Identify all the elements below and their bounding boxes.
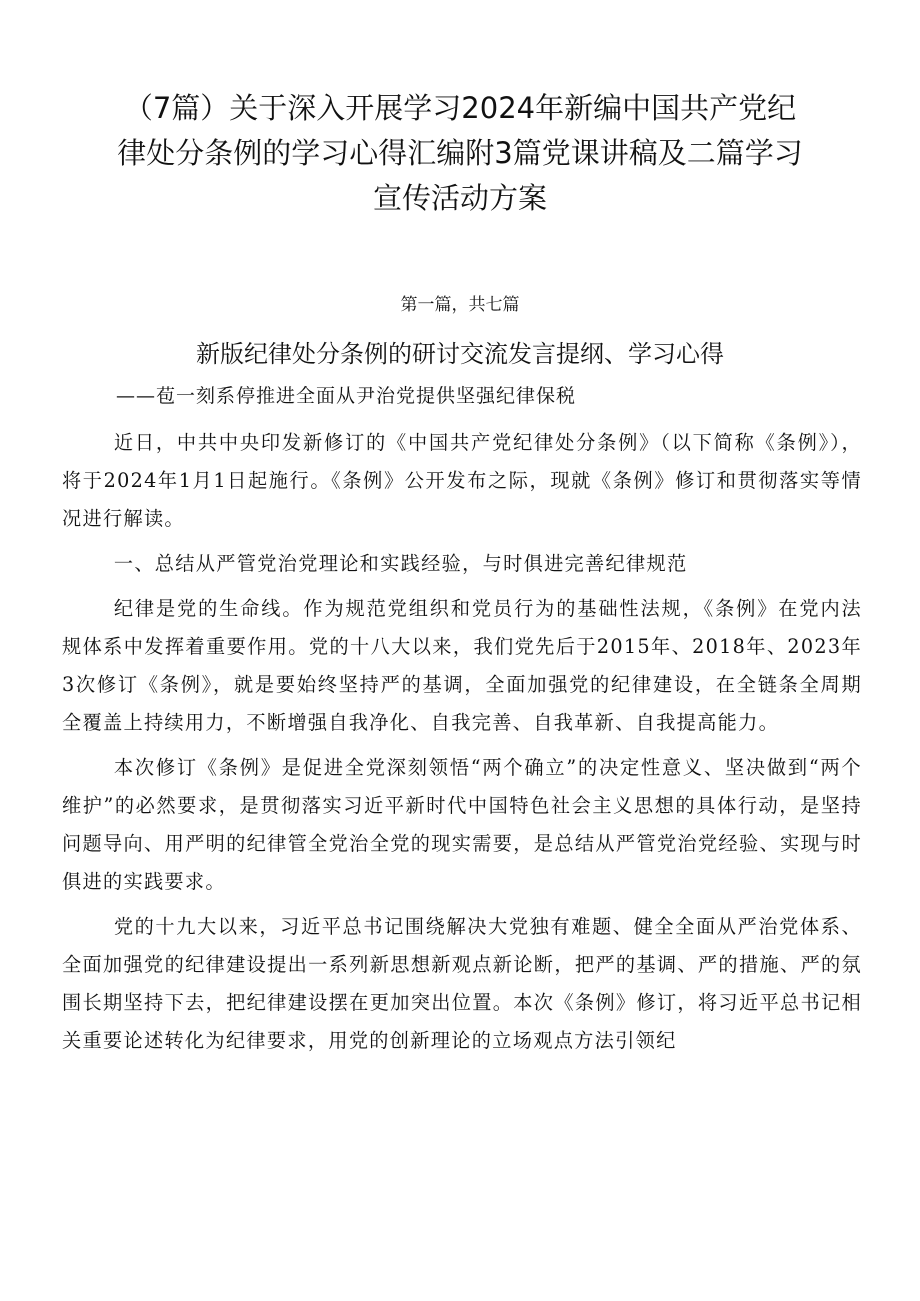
document-body [62, 424, 862, 1060]
section-heading: 一、总结从严管党治党理论和实践经验，与时俱进完善纪律规范 [113, 552, 688, 575]
body-paragraph: 本次修订《条例》是促进全党深刻领悟“两个确立”的决定性意义、坚决做到“两个维护”的必然要求，是贯彻落实习近平新时代中国特色社会主义思想的具体行动，是坚持问题导向、用严明的纪律管全党治全党的现实需要，是总结从严管党治党经验、实现与时俱进的实践要求。 [62, 756, 862, 893]
body-paragraph: 党的十九大以来，习近平总书记围绕解决大党独有难题、健全全面从严治党体系、全面加强党的纪律建设提出一系列新思想新观点新论断，把严的基调、严的措施、严的氛围长期坚持下去，把纪律建设摆在更加突出位置。本次《条例》修订，将习近平总书记相关重要论述转化为纪律要求，用党的创新理论的立场观点方法引领纪 [62, 915, 862, 1052]
document-title-line: 律处分条例的学习心得汇编附3篇党课讲稿及二篇学习 [117, 136, 803, 170]
document-title-line: 宣传活动方案 [372, 181, 547, 215]
document-title-line: （7篇）关于深入开展学习2024年新编中国共产党纪 [123, 91, 797, 125]
part-title: 新版纪律处分条例的研讨交流发言提纲、学习心得 [196, 340, 724, 368]
body-paragraph: 纪律是党的生命线。作为规范党组织和党员行为的基础性法规，《条例》在党内法规体系中发挥着重要作用。党的十八大以来，我们党先后于2015年、2018年、2023年3次修订《条例》，就是要始终坚持严的基调，全面加强党的纪律建设，在全链条全周期全覆盖上持续用力，不断增强自我净化、自我完善、自我革新、自我提高能力。 [62, 597, 862, 734]
body-paragraph: 近日，中共中央印发新修订的《中国共产党纪律处分条例》（以下简称《条例》），将于2024年1月1日起施行。《条例》公开发布之际，现就《条例》修订和贯彻落实等情况进行解读。 [62, 431, 862, 530]
part-label: 第一篇，共七篇 [400, 295, 520, 315]
part-subtitle: ——苞一刻系停推进全面从尹治党提供坚强纪律保税 [116, 385, 577, 407]
document-title [70, 86, 850, 221]
